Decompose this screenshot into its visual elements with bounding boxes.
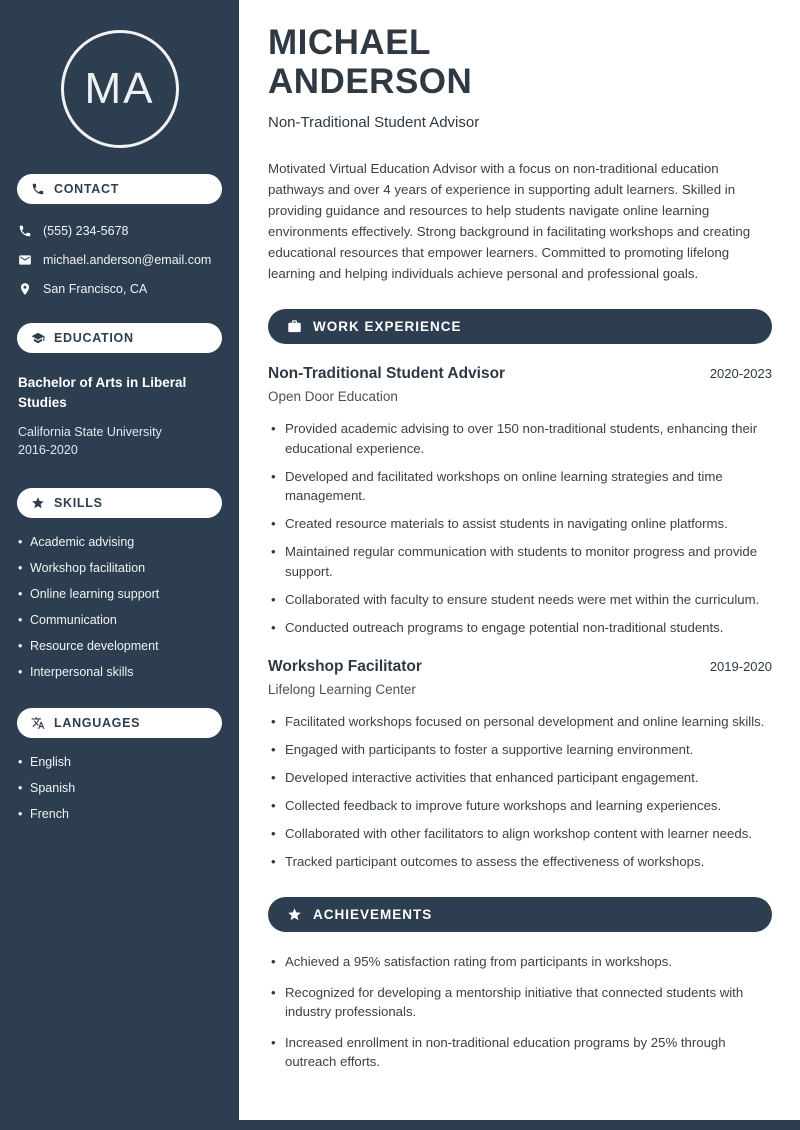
language-item: • English xyxy=(0,755,239,769)
achievement-bullet: • Increased enrollment in non-traditional education programs by 25% through outreach efforts. xyxy=(268,1033,772,1072)
skill-item: • Resource development xyxy=(0,639,239,653)
languages-list xyxy=(0,755,239,821)
achievement-bullet: • Achieved a 95% satisfaction rating from participants in workshops. xyxy=(268,952,772,972)
work-experience-section-header xyxy=(268,309,772,344)
job-bullet: • Tracked participant outcomes to assess the effectiveness of workshops. xyxy=(268,852,772,872)
contact-phone-value: (555) 234-5678 xyxy=(43,224,129,238)
job-bullet: • Maintained regular communication with students to monitor progress and provide support. xyxy=(268,542,772,581)
sidebar xyxy=(0,0,239,1130)
skill-item: • Workshop facilitation xyxy=(0,561,239,575)
job-bullet-list xyxy=(268,419,772,637)
job-dates: 2020-2023 xyxy=(709,366,772,381)
job-company: Open Door Education xyxy=(268,389,398,404)
job-company: Lifelong Learning Center xyxy=(268,682,416,698)
job-bullet: • Developed and facilitated workshops on online learning strategies and time management. xyxy=(268,467,772,506)
skill-item: • Interpersonal skills xyxy=(0,665,239,679)
contact-location-value: San Francisco, CA xyxy=(43,282,148,296)
contact-list xyxy=(0,224,239,296)
job-bullet: • Collaborated with other facilitators to align workshop content with learner needs. xyxy=(268,824,772,844)
languages-section-header xyxy=(17,708,222,738)
location-pin-icon xyxy=(18,282,32,296)
education-years: 2016-2020 xyxy=(18,442,78,457)
job-bullet: • Provided academic advising to over 150 non-traditional students, enhancing their educational experience. xyxy=(268,419,772,458)
phone-icon xyxy=(18,224,32,238)
contact-location xyxy=(0,282,239,296)
person-name-line1: MICHAEL xyxy=(268,23,431,62)
job-title: Non-Traditional Student Advisor xyxy=(268,365,506,382)
contact-header-label: CONTACT xyxy=(54,182,120,196)
job-bullet: • Created resource materials to assist students in navigating online platforms. xyxy=(268,514,772,534)
work-experience-header-label: WORK EXPERIENCE xyxy=(313,319,462,334)
education-degree: Bachelor of Arts in Liberal Studies xyxy=(18,375,187,411)
contact-section-header xyxy=(17,174,222,204)
footer-bar xyxy=(0,1120,800,1130)
person-name-line2: ANDERSON xyxy=(268,61,473,101)
job-header xyxy=(268,658,772,676)
education-header-label: EDUCATION xyxy=(54,331,134,345)
email-icon xyxy=(18,253,32,267)
achievements-header-label: ACHIEVEMENTS xyxy=(313,906,433,922)
graduation-cap-icon xyxy=(31,331,45,345)
avatar-initials: MA xyxy=(84,64,155,113)
education-entry xyxy=(0,373,239,459)
contact-phone xyxy=(0,224,239,238)
job-bullet: • Engaged with participants to foster a supportive learning environment. xyxy=(268,740,772,760)
skill-item: • Academic advising xyxy=(0,535,239,549)
education-school: California State University xyxy=(18,424,162,439)
briefcase-icon xyxy=(287,319,302,334)
skills-list xyxy=(0,535,239,679)
skills-section-header xyxy=(17,488,222,518)
person-name xyxy=(268,24,772,101)
job-bullet: • Facilitated workshops focused on personal development and online learning skills. xyxy=(268,712,772,732)
language-item: • French xyxy=(0,807,239,821)
job-entry xyxy=(268,658,772,872)
job-entry xyxy=(268,365,772,637)
job-bullet-list xyxy=(268,712,772,872)
achievements-section-header xyxy=(268,897,772,932)
skills-header-label: SKILLS xyxy=(54,495,103,510)
summary-paragraph: Motivated Virtual Education Advisor with a focus on non-traditional education pathways and over 4 years of experience in supporting adult learners. Skilled in providing guidance and resources to help students navigate online learning environments effectively. Strong background in facilitating workshops and creating educational resources that empower learners. Committed to promoting lifelong learning and helping individuals achieve personal and professional goals. xyxy=(268,161,751,281)
skill-item: • Communication xyxy=(0,613,239,627)
job-bullet: • Collaborated with faculty to ensure student needs were met within the curriculum. xyxy=(268,590,772,610)
languages-header-label: LANGUAGES xyxy=(54,715,141,730)
job-dates: 2019-2020 xyxy=(709,659,772,675)
job-bullet: • Collected feedback to improve future workshops and learning experiences. xyxy=(268,796,772,816)
star-icon xyxy=(31,496,45,510)
skill-item: • Online learning support xyxy=(0,587,239,601)
job-header xyxy=(268,365,772,383)
person-headline: Non-Traditional Student Advisor xyxy=(268,114,480,131)
achievements-list xyxy=(268,952,772,1072)
job-title: Workshop Facilitator xyxy=(268,658,422,676)
avatar xyxy=(61,30,179,148)
contact-email-value: michael.anderson@email.com xyxy=(43,253,212,267)
job-bullet: • Conducted outreach programs to engage potential non-traditional students. xyxy=(268,618,772,638)
main-content xyxy=(239,0,800,1130)
phone-icon xyxy=(31,182,45,196)
language-item: • Spanish xyxy=(0,781,239,795)
achievement-bullet: • Recognized for developing a mentorship initiative that connected students with industry professionals. xyxy=(268,983,772,1022)
job-bullet: • Developed interactive activities that enhanced participant engagement. xyxy=(268,768,772,788)
translate-icon xyxy=(31,716,45,730)
star-icon xyxy=(287,907,302,922)
education-section-header xyxy=(17,323,222,353)
contact-email xyxy=(0,253,239,267)
